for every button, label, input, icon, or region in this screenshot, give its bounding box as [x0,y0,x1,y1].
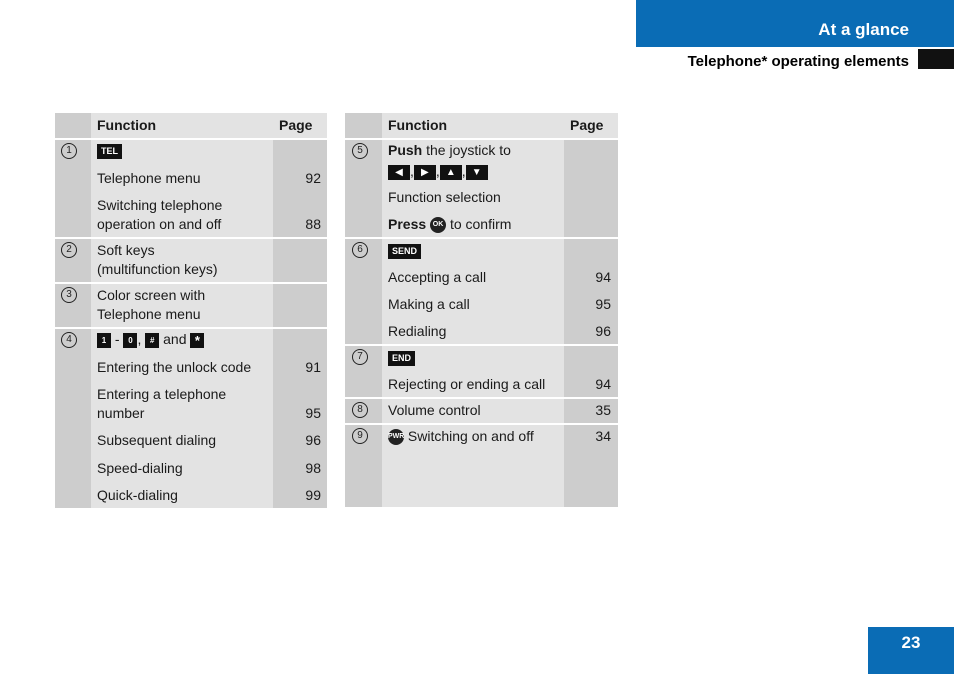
function-text: Telephone menu [97,306,201,322]
function-text: Switching telephone [97,197,223,213]
page-ref: 96 [595,323,611,339]
function-text: Switching on and off [407,428,534,444]
star-key-icon: * [190,333,204,348]
page-ref: 35 [595,402,611,418]
joystick-up-icon: ▲ [440,165,462,180]
joystick-down-icon: ▼ [466,165,488,180]
function-text: Rejecting or ending a call [388,376,546,392]
item-number-badge: 7 [352,349,368,365]
table-header-row [55,113,327,138]
item-number-badge: 4 [61,332,77,348]
item-number-badge: 2 [61,242,77,258]
function-text: number [97,405,145,421]
table-row [55,140,327,237]
press-label: Press [388,216,427,232]
push-label: Push [388,142,423,158]
function-text: Making a call [388,296,470,312]
table-row [345,140,618,237]
function-text: operation on and off [97,216,222,232]
function-text: Speed-dialing [97,460,183,476]
page-column-header: Page [570,117,604,133]
page-number-box [868,627,954,674]
digit-zero-key-icon: 0 [123,333,137,348]
section-tab-marker [918,49,954,69]
item-number-badge: 8 [352,402,368,418]
function-column-header: Function [97,117,157,133]
right-function-table [345,113,618,507]
function-text: Accepting a call [388,269,487,285]
page-ref: 94 [595,269,611,285]
page-ref: 91 [305,359,321,375]
table-row [55,329,327,508]
function-text: Telephone menu [97,170,201,186]
left-function-table [55,113,327,508]
comma: , [435,163,440,179]
joystick-right-icon: ▶ [414,165,436,180]
table-row [345,399,618,423]
page-number: 23 [901,633,921,652]
item-number-badge: 9 [352,428,368,444]
joystick-left-icon: ◀ [388,165,410,180]
page-ref: 96 [305,432,321,448]
hash-key-icon: # [145,333,159,348]
function-text: the joystick to [426,142,511,158]
tel-key-icon: TEL [97,144,122,159]
function-text: Quick-dialing [97,487,178,503]
page-column-header: Page [279,117,313,133]
page-subtitle: Telephone* operating elements [687,53,909,70]
comma: , [461,163,466,179]
function-text: Entering a telephone [97,386,227,402]
table-row [55,284,327,327]
ok-button-icon: OK [430,217,446,233]
comma: , [137,331,142,347]
send-key-icon: SEND [388,244,421,259]
function-text: Volume control [388,402,481,418]
page-ref: 95 [595,296,611,312]
page-ref: 94 [595,376,611,392]
page-ref: 95 [305,405,321,421]
power-button-icon: PWR [388,429,404,445]
end-key-icon: END [388,351,415,366]
function-text: to confirm [449,216,512,232]
table-row [345,346,618,397]
section-title: At a glance [818,20,909,39]
page-ref: 88 [305,216,321,232]
table-header-row [345,113,618,138]
function-text: Soft keys [97,242,155,258]
page-ref: 98 [305,460,321,476]
item-number-badge: 1 [61,143,77,159]
table-row [55,239,327,282]
table-row [345,239,618,344]
page-ref: 92 [305,170,321,186]
item-number-badge: 5 [352,143,368,159]
comma: , [410,163,414,179]
function-text: Redialing [388,323,447,339]
function-text: Color screen with [97,287,206,303]
function-text: Subsequent dialing [97,432,217,448]
table-row [345,425,618,507]
page-ref: 99 [305,487,321,503]
item-number-badge: 6 [352,242,368,258]
item-number-badge: 3 [61,287,77,303]
and-text: and [163,331,187,347]
function-column-header: Function [388,117,448,133]
function-text: Entering the unlock code [97,359,252,375]
page-ref: 34 [595,428,611,444]
digit-one-key-icon: 1 [97,333,111,348]
function-text: (multifunction keys) [97,261,218,277]
range-dash: - [114,331,120,347]
function-text: Function selection [388,189,501,205]
